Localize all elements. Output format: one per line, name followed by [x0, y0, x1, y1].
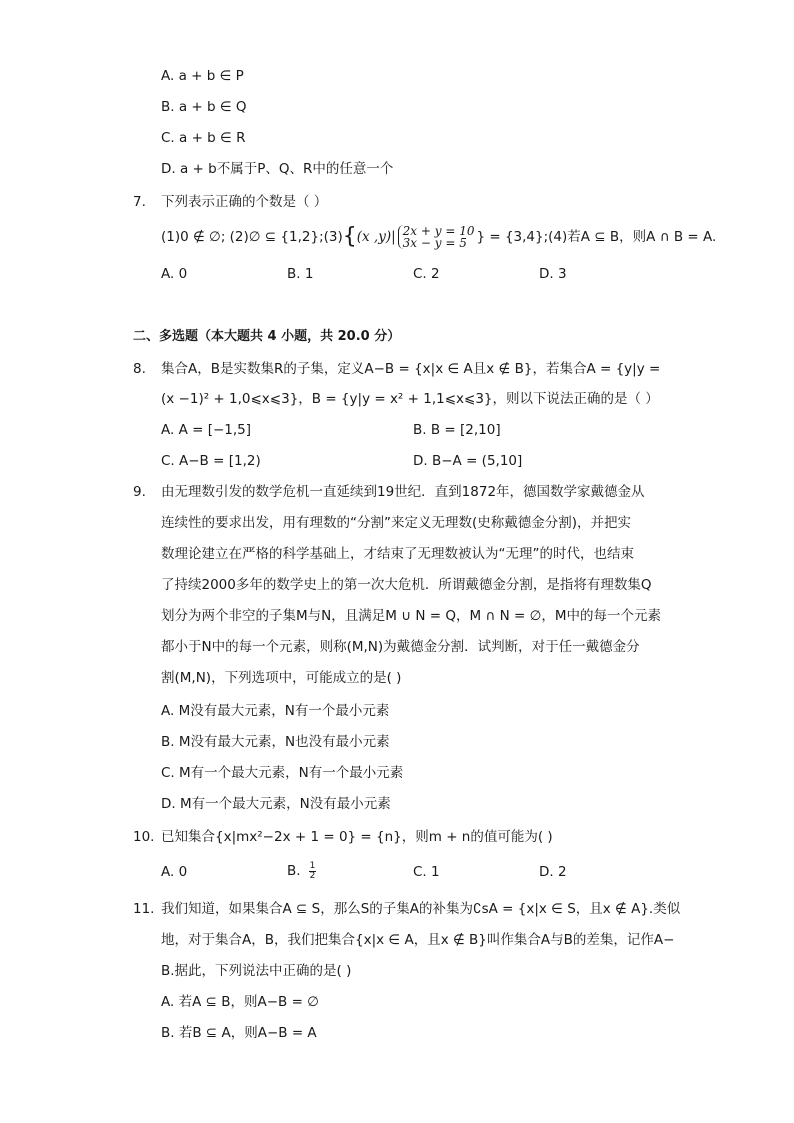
q9-line: 了持续2000多年的数学史上的第一次大危机．所谓戴德金分割，是指将有理数集Q	[161, 577, 652, 593]
q11-line: 地，对于集合A，B，我们把集合{x|x ∈ A，且x ∉ B}叫作集合A与B的差集，记作A−	[161, 932, 675, 948]
q9-option-c: C. M有一个最大元素，N有一个最小元素	[161, 765, 404, 781]
q6-option-a: A. a + b ∈ P	[161, 68, 244, 84]
question-number: 10.	[133, 829, 155, 845]
q9-option-d: D. M有一个最大元素，N没有最小元素	[161, 796, 391, 812]
q7-formula-part2: } = {3,4};(4)若A ⊆ B，则A ∩ B = A.	[476, 229, 717, 245]
q9-line: 都小于N中的每一个元素，则称(M,N)为戴德金分割．试判断，对于任一戴德金分	[161, 639, 640, 655]
q6-option-d: D. a + b不属于P、Q、R中的任意一个	[161, 161, 394, 177]
q8-option-b: B. B = [2,10]	[413, 422, 501, 438]
q8-line2: (x −1)² + 1,0⩽x⩽3}，B = {y|y = x² + 1,1⩽x⩽3}，则以下说法正确的是（ ）	[161, 391, 659, 407]
q7-option-b: B. 1	[287, 266, 314, 282]
section-header-multiple-choice: 二、多选题（本大题共 4 小题，共 20.0 分）	[133, 329, 401, 344]
q10-option-a: A. 0	[161, 864, 188, 880]
fraction-denominator: 2	[309, 870, 316, 881]
q7-formula	[161, 220, 716, 254]
q7-option-a: A. 0	[161, 266, 188, 282]
q8-option-d: D. B−A = (5,10]	[413, 453, 523, 469]
q7-equation-system	[398, 225, 475, 249]
q7-system-line1: 2x + y = 10	[402, 224, 475, 238]
q8-option-a: A. A = [−1,5]	[161, 422, 252, 438]
q10-stem: 已知集合{x|mx²−2x + 1 = 0} = {n}，则m + n的值可能为( )	[161, 829, 553, 845]
q7-stem: 下列表示正确的个数是（ ）	[161, 194, 328, 210]
q10-option-b-label: B.	[287, 863, 301, 879]
question-number: 7.	[133, 194, 146, 210]
q11-line: B.据此，下列说法中正确的是( )	[161, 963, 352, 979]
q10-option-d: D. 2	[539, 864, 567, 880]
q11-option-b: B. 若B ⊆ A，则A−B = A	[161, 1025, 317, 1041]
q8-line1: 集合A，B是实数集R的子集，定义A−B = {x|x ∈ A且x ∉ B}，若集合A = {y|y =	[161, 361, 661, 377]
fraction-numerator: 1	[309, 860, 316, 871]
q6-option-c: C. a + b ∈ R	[161, 130, 246, 146]
q7-system-line2: 3x − y = 5	[402, 236, 467, 250]
q10-option-c: C. 1	[413, 864, 440, 880]
q9-option-a: A. M没有最大元素，N有一个最小元素	[161, 703, 390, 719]
q7-formula-part1: (1)0 ∉ ∅; (2)∅ ⊆ {1,2};(3)	[161, 229, 343, 245]
question-number: 8.	[133, 361, 146, 377]
q9-line: 由无理数引发的数学危机一直延续到19世纪．直到1872年，德国数学家戴德金从	[161, 484, 645, 500]
q7-option-c: C. 2	[413, 266, 440, 282]
question-number: 9.	[133, 484, 146, 500]
q10-option-b	[287, 858, 316, 884]
q9-line: 割(M,N)，下列选项中，可能成立的是( )	[161, 670, 402, 686]
q7-set-brace: {	[342, 224, 357, 249]
q7-set-var: (x ,y)|	[356, 229, 396, 245]
q11-option-a: A. 若A ⊆ B，则A−B = ∅	[161, 994, 319, 1010]
q9-line: 划分为两个非空的子集M与N，且满足M ∪ N = Q，M ∩ N = ∅，M中的每一个元素	[161, 608, 661, 624]
q6-option-b: B. a + b ∈ Q	[161, 99, 247, 115]
q9-option-b: B. M没有最大元素，N也没有最小元素	[161, 734, 390, 750]
question-number: 11.	[133, 901, 155, 917]
q7-option-d: D. 3	[539, 266, 567, 282]
q11-line: 我们知道，如果集合A ⊆ S，那么S的子集A的补集为∁sA = {x|x ∈ S，且x ∉ A}.类似	[161, 901, 681, 917]
q9-line: 数理论建立在严格的科学基础上，才结束了无理数被认为“无理”的时代，也结束	[161, 546, 634, 562]
q8-option-c: C. A−B = [1,2)	[161, 453, 261, 469]
q10-option-b-fraction	[309, 862, 317, 881]
q9-line: 连续性的要求出发，用有理数的“分割”来定义无理数(史称戴德金分割)，并把实	[161, 515, 632, 531]
